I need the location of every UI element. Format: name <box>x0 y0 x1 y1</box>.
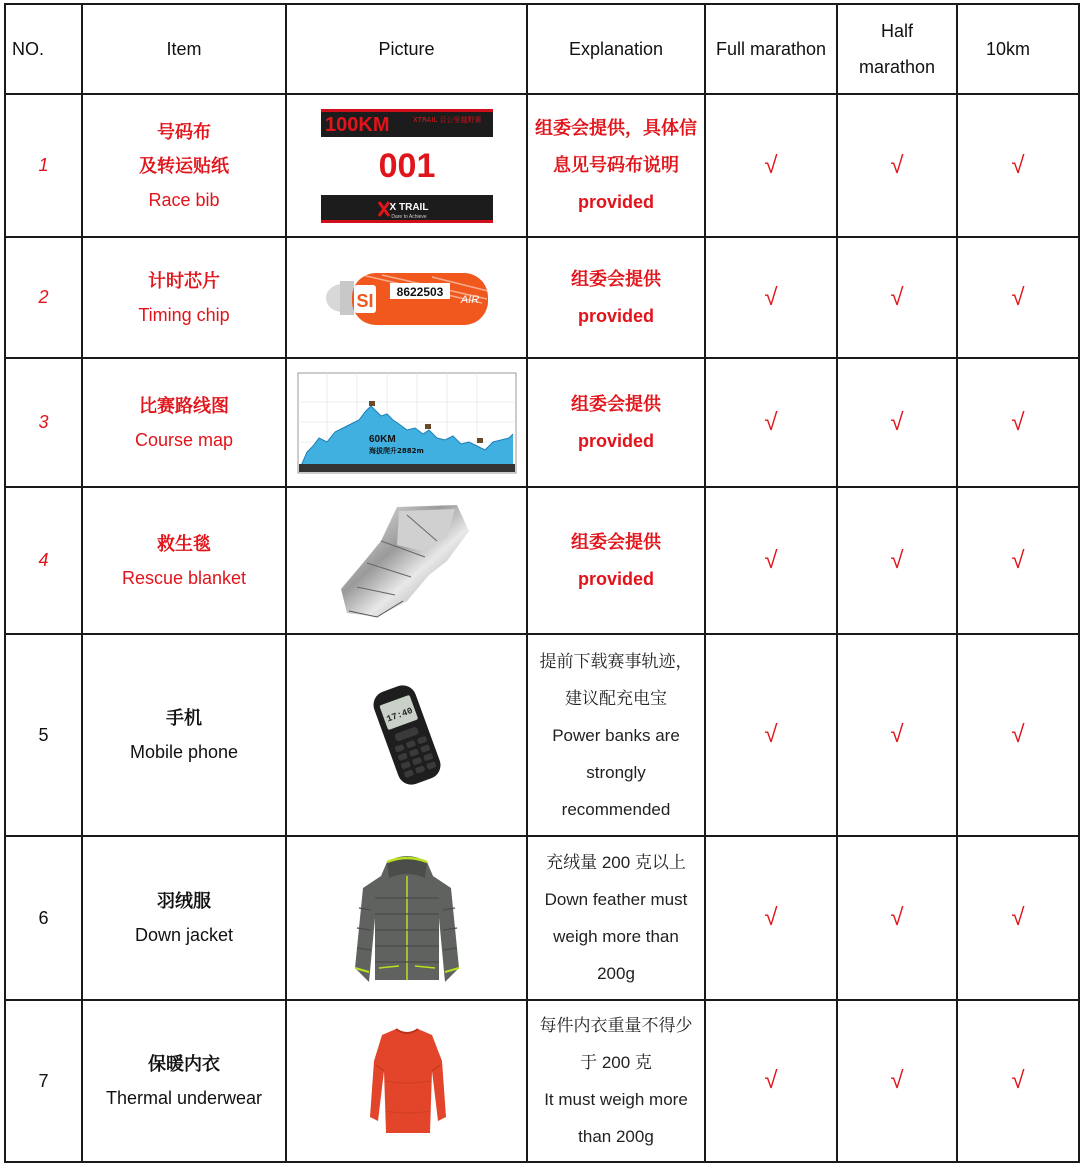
item-en: Timing chip <box>138 304 230 325</box>
chip-logo: SI <box>355 290 374 311</box>
expl-line: provided <box>577 192 654 212</box>
mobile-phone-image <box>357 680 457 790</box>
expl-line: 建议配充电宝 <box>565 688 667 708</box>
explanation-cell <box>527 836 705 1000</box>
item-en: Race bib <box>148 189 220 210</box>
explanation-cell <box>527 1000 705 1162</box>
row-number: 7 <box>5 1000 82 1162</box>
expl-line: strongly <box>586 762 646 782</box>
picture-cell <box>286 634 527 836</box>
check-half: √ <box>837 94 957 237</box>
row-number: 5 <box>5 634 82 836</box>
header-no: NO. <box>5 4 82 94</box>
chip-label: AIR <box>460 293 479 306</box>
expl-line: 于 200 克 <box>580 1053 652 1072</box>
item-cell <box>82 634 286 836</box>
table-row <box>5 94 1079 237</box>
header-10km: 10km <box>957 4 1079 94</box>
expl-line: 200g <box>597 964 635 983</box>
row-number: 2 <box>5 237 82 358</box>
check-half: √ <box>837 358 957 487</box>
table-row <box>5 836 1079 1000</box>
expl-line: 组委会提供 <box>571 268 661 289</box>
bib-number: 001 <box>378 146 435 185</box>
expl-line: 提前下载赛事轨迹， <box>539 651 693 671</box>
explanation-cell <box>527 634 705 836</box>
expl-line: provided <box>577 305 654 326</box>
table-row <box>5 237 1079 358</box>
check-10km: √ <box>957 487 1079 634</box>
check-10km: √ <box>957 237 1079 358</box>
bib-tagline: Dare to Achieve <box>390 213 427 220</box>
check-full: √ <box>705 634 837 836</box>
explanation-cell <box>527 487 705 634</box>
picture-cell <box>286 836 527 1000</box>
item-cn: 号码布 <box>157 121 211 142</box>
check-half: √ <box>837 836 957 1000</box>
item-cn: 计时芯片 <box>148 270 220 291</box>
item-cell <box>82 94 286 237</box>
check-half: √ <box>837 487 957 634</box>
bib-brand: X TRAIL <box>389 201 428 213</box>
phone-screen: 17:40 <box>384 705 414 725</box>
picture-cell <box>286 487 527 634</box>
header-half-marathon <box>837 4 957 94</box>
expl-line: weigh more than <box>553 927 679 946</box>
gear-table <box>4 3 1080 1163</box>
expl-line: provided <box>577 430 654 451</box>
picture-cell <box>286 94 527 237</box>
picture-cell <box>286 237 527 358</box>
chip-code: 8622503 <box>396 284 443 299</box>
check-10km: √ <box>957 358 1079 487</box>
check-full: √ <box>705 94 837 237</box>
expl-line: 息见号码布说明 <box>553 155 679 175</box>
item-en: Course map <box>134 429 234 450</box>
row-number: 4 <box>5 487 82 634</box>
header-explanation: Explanation <box>527 4 705 94</box>
item-cell <box>82 358 286 487</box>
item-cn: 及转运贴纸 <box>139 155 229 176</box>
expl-line: 每件内衣重量不得少 <box>539 1016 693 1035</box>
expl-line: recommended <box>561 799 671 819</box>
row-number: 1 <box>5 94 82 237</box>
check-full: √ <box>705 1000 837 1162</box>
item-en: Rescue blanket <box>121 567 247 588</box>
header-full-marathon: Full marathon <box>705 4 837 94</box>
item-en: Down jacket <box>134 925 234 945</box>
picture-cell <box>286 1000 527 1162</box>
expl-line: 组委会提供 <box>571 531 661 552</box>
item-en: Thermal underwear <box>105 1088 263 1108</box>
check-full: √ <box>705 487 837 634</box>
explanation-cell <box>527 94 705 237</box>
row-number: 3 <box>5 358 82 487</box>
race-bib-image <box>321 107 493 225</box>
rescue-blanket-image <box>337 501 477 621</box>
check-half: √ <box>837 237 957 358</box>
item-cell <box>82 1000 286 1162</box>
explanation-cell <box>527 237 705 358</box>
item-cell <box>82 836 286 1000</box>
expl-line: than 200g <box>578 1127 654 1146</box>
check-10km: √ <box>957 1000 1079 1162</box>
expl-line: 充绒量 200 克以上 <box>546 853 686 872</box>
header-item: Item <box>82 4 286 94</box>
header-row <box>5 4 1079 94</box>
thermal-underwear-image <box>362 1021 452 1141</box>
picture-cell <box>286 358 527 487</box>
item-cell <box>82 237 286 358</box>
check-half: √ <box>837 634 957 836</box>
expl-line: It must weigh more <box>544 1090 688 1109</box>
check-10km: √ <box>957 94 1079 237</box>
expl-line: Down feather must <box>544 890 688 909</box>
bib-top-text: 100KM <box>324 113 389 136</box>
header-half-marathon-text: Half marathon <box>858 21 936 77</box>
check-half: √ <box>837 1000 957 1162</box>
item-cn: 救生毯 <box>157 533 211 554</box>
course-map-image <box>297 372 517 474</box>
item-cn: 手机 <box>166 708 202 728</box>
item-cn: 比赛路线图 <box>139 395 229 416</box>
item-cn: 羽绒服 <box>157 891 211 911</box>
down-jacket-image <box>347 848 467 988</box>
expl-line: provided <box>577 568 654 589</box>
expl-line: 组委会提供 <box>571 393 661 414</box>
item-cn: 保暖内衣 <box>148 1054 220 1074</box>
check-10km: √ <box>957 634 1079 836</box>
timing-chip-image <box>322 263 492 333</box>
map-elevation: 海拔爬升2882m <box>368 446 424 455</box>
table-row <box>5 1000 1079 1162</box>
table-row <box>5 358 1079 487</box>
item-cell <box>82 487 286 634</box>
table-row <box>5 487 1079 634</box>
explanation-cell <box>527 358 705 487</box>
table-row <box>5 634 1079 836</box>
header-picture: Picture <box>286 4 527 94</box>
check-full: √ <box>705 836 837 1000</box>
map-distance: 60KM <box>368 433 396 445</box>
expl-line: 组委会提供，具体信 <box>535 118 697 138</box>
row-number: 6 <box>5 836 82 1000</box>
bib-small-text: XTRAIL 百公里越野赛 <box>412 115 482 124</box>
expl-line: Power banks are <box>552 725 680 745</box>
item-en: Mobile phone <box>129 742 239 762</box>
check-full: √ <box>705 237 837 358</box>
check-10km: √ <box>957 836 1079 1000</box>
check-full: √ <box>705 358 837 487</box>
